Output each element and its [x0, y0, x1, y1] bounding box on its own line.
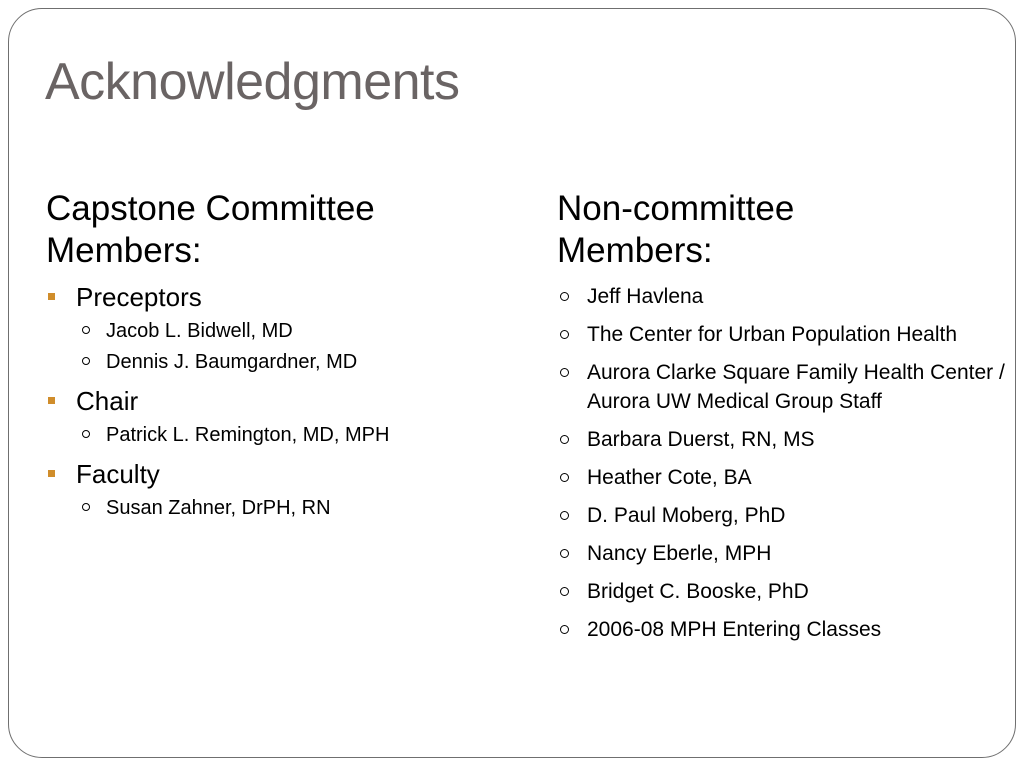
- group-preceptors: [46, 282, 516, 376]
- non-committee-heading-line2: Members:: [557, 231, 713, 270]
- member-name: Aurora Clarke Square Family Health Center / Aurora UW Medical Group Staff: [587, 361, 1005, 413]
- circle-bullet-icon: [560, 330, 569, 339]
- non-committee-list: [557, 282, 1007, 644]
- committee-heading-line2: Members:: [46, 231, 202, 270]
- circle-bullet-icon: [560, 587, 569, 596]
- square-bullet-icon: [48, 397, 55, 404]
- list-item: [557, 463, 1007, 492]
- member-name: The Center for Urban Population Health: [587, 323, 958, 346]
- group-chair: [46, 386, 516, 449]
- circle-bullet-icon: [560, 549, 569, 558]
- circle-bullet-icon: [560, 368, 569, 377]
- list-item: [76, 318, 516, 345]
- list-item: [557, 425, 1007, 454]
- list-item: [557, 539, 1007, 568]
- list-item: [557, 358, 1007, 416]
- circle-bullet-icon: [82, 326, 90, 334]
- list-item: [557, 577, 1007, 606]
- circle-bullet-icon: [560, 292, 569, 301]
- member-name: Bridget C. Booske, PhD: [587, 580, 809, 603]
- group-label: Chair: [76, 386, 139, 416]
- member-name: 2006-08 MPH Entering Classes: [587, 618, 882, 641]
- list-item: [557, 320, 1007, 349]
- circle-bullet-icon: [560, 625, 569, 634]
- non-committee-heading-line1: Non-committee: [557, 189, 795, 228]
- circle-bullet-icon: [560, 511, 569, 520]
- member-name: Jeff Havlena: [587, 285, 704, 308]
- group-label: Preceptors: [76, 282, 202, 312]
- committee-heading: [46, 188, 516, 272]
- group-members: [76, 495, 516, 522]
- circle-bullet-icon: [82, 430, 90, 438]
- group-members: [76, 422, 516, 449]
- list-item: [76, 349, 516, 376]
- committee-groups: [46, 282, 516, 522]
- group-members: [76, 318, 516, 376]
- member-name: Barbara Duerst, RN, MS: [587, 428, 815, 451]
- list-item: [557, 615, 1007, 644]
- non-committee-heading: [557, 188, 1007, 272]
- slide-title: Acknowledgments: [45, 53, 460, 111]
- group-faculty: [46, 459, 516, 522]
- square-bullet-icon: [48, 470, 55, 477]
- circle-bullet-icon: [560, 473, 569, 482]
- committee-column: [46, 188, 516, 522]
- non-committee-column: [557, 188, 1007, 653]
- list-item: [76, 495, 516, 522]
- member-name: Patrick L. Remington, MD, MPH: [106, 424, 390, 446]
- member-name: Jacob L. Bidwell, MD: [106, 320, 293, 342]
- member-name: Dennis J. Baumgardner, MD: [106, 351, 358, 373]
- list-item: [557, 501, 1007, 530]
- group-label: Faculty: [76, 459, 160, 489]
- member-name: D. Paul Moberg, PhD: [587, 504, 786, 527]
- member-name: Susan Zahner, DrPH, RN: [106, 497, 331, 519]
- member-name: Heather Cote, BA: [587, 466, 752, 489]
- circle-bullet-icon: [82, 503, 90, 511]
- list-item: [76, 422, 516, 449]
- committee-heading-line1: Capstone Committee: [46, 189, 375, 228]
- member-name: Nancy Eberle, MPH: [587, 542, 772, 565]
- square-bullet-icon: [48, 293, 55, 300]
- circle-bullet-icon: [560, 435, 569, 444]
- list-item: [557, 282, 1007, 311]
- circle-bullet-icon: [82, 357, 90, 365]
